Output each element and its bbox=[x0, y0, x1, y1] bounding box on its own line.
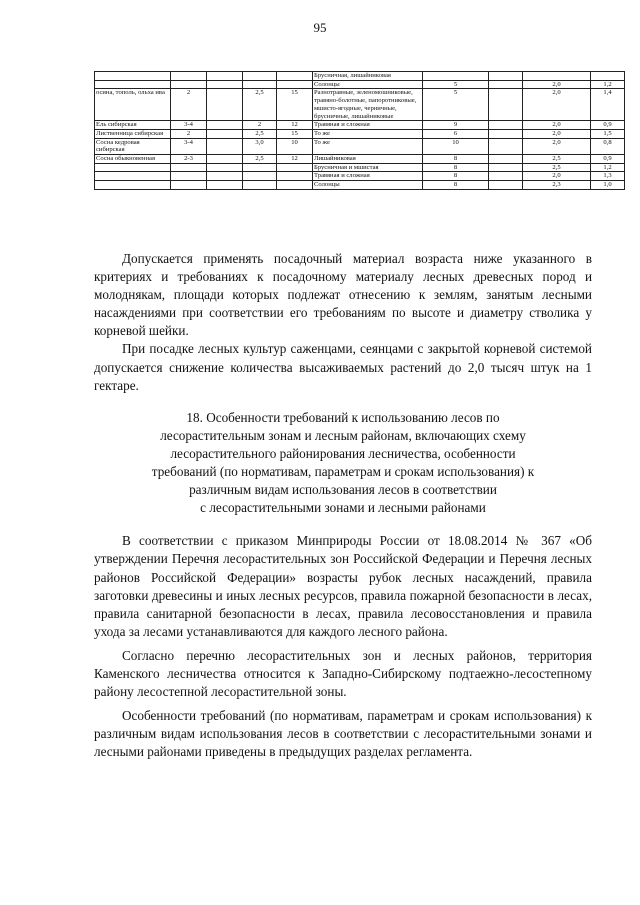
cell-forest-type: Травяная и сложная bbox=[313, 172, 423, 181]
cell-forest-type: Разнотравные, зеленомошниковые, травяно-болотные, папоротниковые, мшисто-ягодные, черничные, брусничные, лишайниковые bbox=[313, 89, 423, 121]
cell-age: 2 bbox=[171, 129, 207, 138]
cell-h: 1,4 bbox=[591, 89, 625, 121]
cell-diameter: 15 bbox=[277, 89, 313, 121]
paragraph-planting-age: Допускается применять посадочный материал возраста ниже указанного в критериях и требованиях к посадочному материалу лесных древесных пород и молоднякам, площади которых подлежат отнесению к землям, занятым лесными насаждениями при соответствии его требованиям по высоте и диаметру стволика у корневой шейки. bbox=[94, 251, 592, 339]
cell-height: 3,0 bbox=[243, 138, 277, 154]
section-title-line: различным видам использования лесов в соответствии bbox=[189, 482, 497, 498]
paragraph-closed-root: При посадке лесных культур саженцами, сеянцами с закрытой корневой системой допускается снижение количества высаживаемых растений до 2,0 тысяч штук на 1 гектаре. bbox=[94, 341, 592, 393]
section-title-line: требований (по нормативам, параметрам и срокам использования) к bbox=[151, 464, 535, 480]
table-row bbox=[95, 138, 625, 154]
cell-forest-type: Брусничная и мшистая bbox=[313, 163, 423, 172]
section-title-line: 18. Особенности требований к использованию лесов по bbox=[186, 409, 500, 425]
cell-h: 1,2 bbox=[591, 163, 625, 172]
cell-diameter: 15 bbox=[277, 129, 313, 138]
cell-qty: 10 bbox=[423, 138, 489, 154]
table-row bbox=[95, 121, 625, 130]
cell-d: 2,0 bbox=[523, 89, 591, 121]
cell-d: 2,0 bbox=[523, 138, 591, 154]
cell-species: Лиственница сибирская bbox=[95, 129, 171, 138]
cell-forest-type: Солонцы bbox=[313, 80, 423, 89]
table-row bbox=[95, 72, 625, 81]
cell-d: 2,0 bbox=[523, 80, 591, 89]
table-row bbox=[95, 163, 625, 172]
cell-age: 2-3 bbox=[171, 155, 207, 164]
planting-material-table bbox=[94, 71, 625, 190]
cell-h: 0,8 bbox=[591, 138, 625, 154]
cell-qty: 5 bbox=[423, 80, 489, 89]
cell-forest-type: Солонцы bbox=[313, 181, 423, 190]
paragraph-zone: Согласно перечню лесорастительных зон и лесных районов, территория Каменского лесничества относится к Западно-Сибирскому подтаежно-лесостепному району лесостепной лесорастительной зоны. bbox=[94, 647, 592, 700]
cell-d: 2,5 bbox=[523, 163, 591, 172]
cell-qty: 8 bbox=[423, 181, 489, 190]
cell-height: 2,5 bbox=[243, 129, 277, 138]
cell-qty: 9 bbox=[423, 121, 489, 130]
planting-material-table-wrap bbox=[94, 71, 624, 190]
paragraph-requirements: Особенности требований (по нормативам, параметрам и срокам использования) к различным видам использования лесов в соответствии с лесорастительными зонами и лесными районами приведены в предыдущих разделах регламента. bbox=[94, 708, 592, 760]
cell-age: 3-4 bbox=[171, 121, 207, 130]
cell-d: 2,3 bbox=[523, 181, 591, 190]
cell-forest-type: То же bbox=[313, 129, 423, 138]
cell-qty: 6 bbox=[423, 129, 489, 138]
cell-h: 1,0 bbox=[591, 181, 625, 190]
paragraph-order: В соответствии с приказом Минприроды России от 18.08.2014 № 367 «Об утверждении Перечня лесорастительных зон Российской Федерации и Перечня лесных районов Российской Федерации» возрасты рубок лесных насаждений, правила заготовки древесины и иных лесных ресурсов, правила пожарной безопасности в лесах, правила санитарной безопасности в лесах, правила лесовосстановления и правила ухода за лесами устанавливаются для каждого лесного района. bbox=[94, 533, 592, 639]
table-row bbox=[95, 80, 625, 89]
cell-species: Ель сибирская bbox=[95, 121, 171, 130]
cell-age: 2 bbox=[171, 89, 207, 121]
cell-height: 2,5 bbox=[243, 155, 277, 164]
cell-diameter: 10 bbox=[277, 138, 313, 154]
cell-qty: 8 bbox=[423, 163, 489, 172]
cell-d: 2,0 bbox=[523, 121, 591, 130]
table-row bbox=[95, 172, 625, 181]
cell-diameter: 12 bbox=[277, 155, 313, 164]
section-title-line: с лесорастительными зонами и лесными районами bbox=[200, 500, 486, 516]
cell-height: 2,5 bbox=[243, 89, 277, 121]
section-title-line: лесорастительного районирования лесничества, особенности bbox=[170, 445, 516, 461]
table-row bbox=[95, 155, 625, 164]
cell-species: осина, тополь, ольха ива bbox=[95, 89, 171, 121]
cell-h: 1,5 bbox=[591, 129, 625, 138]
cell-forest-type: Травяная и сложная bbox=[313, 121, 423, 130]
cell-qty: 8 bbox=[423, 172, 489, 181]
cell-d: 2,0 bbox=[523, 172, 591, 181]
cell-h: 1,2 bbox=[591, 80, 625, 89]
cell-h: 0,9 bbox=[591, 121, 625, 130]
document-body bbox=[94, 250, 592, 761]
section-title bbox=[94, 409, 592, 518]
table-row bbox=[95, 129, 625, 138]
cell-diameter: 12 bbox=[277, 121, 313, 130]
cell-h: 0,9 bbox=[591, 155, 625, 164]
cell-species: Сосна обыкновенная bbox=[95, 155, 171, 164]
cell-h: 1,3 bbox=[591, 172, 625, 181]
cell-d: 2,0 bbox=[523, 129, 591, 138]
cell-height: 2 bbox=[243, 121, 277, 130]
cell-d: 2,5 bbox=[523, 155, 591, 164]
cell-qty: 8 bbox=[423, 155, 489, 164]
cell-species: Сосна кедровая сибирская bbox=[95, 138, 171, 154]
cell-forest-type: То же bbox=[313, 138, 423, 154]
cell-age: 3-4 bbox=[171, 138, 207, 154]
cell-forest-type: Брусничная, лишайниковая bbox=[313, 72, 423, 81]
page-number: 95 bbox=[313, 20, 327, 35]
table-row bbox=[95, 181, 625, 190]
cell-qty: 5 bbox=[423, 89, 489, 121]
cell-forest-type: Лишайниковая bbox=[313, 155, 423, 164]
table-row bbox=[95, 89, 625, 121]
section-title-line: лесорастительным зонам и лесным районам, включающих схему bbox=[160, 427, 526, 443]
